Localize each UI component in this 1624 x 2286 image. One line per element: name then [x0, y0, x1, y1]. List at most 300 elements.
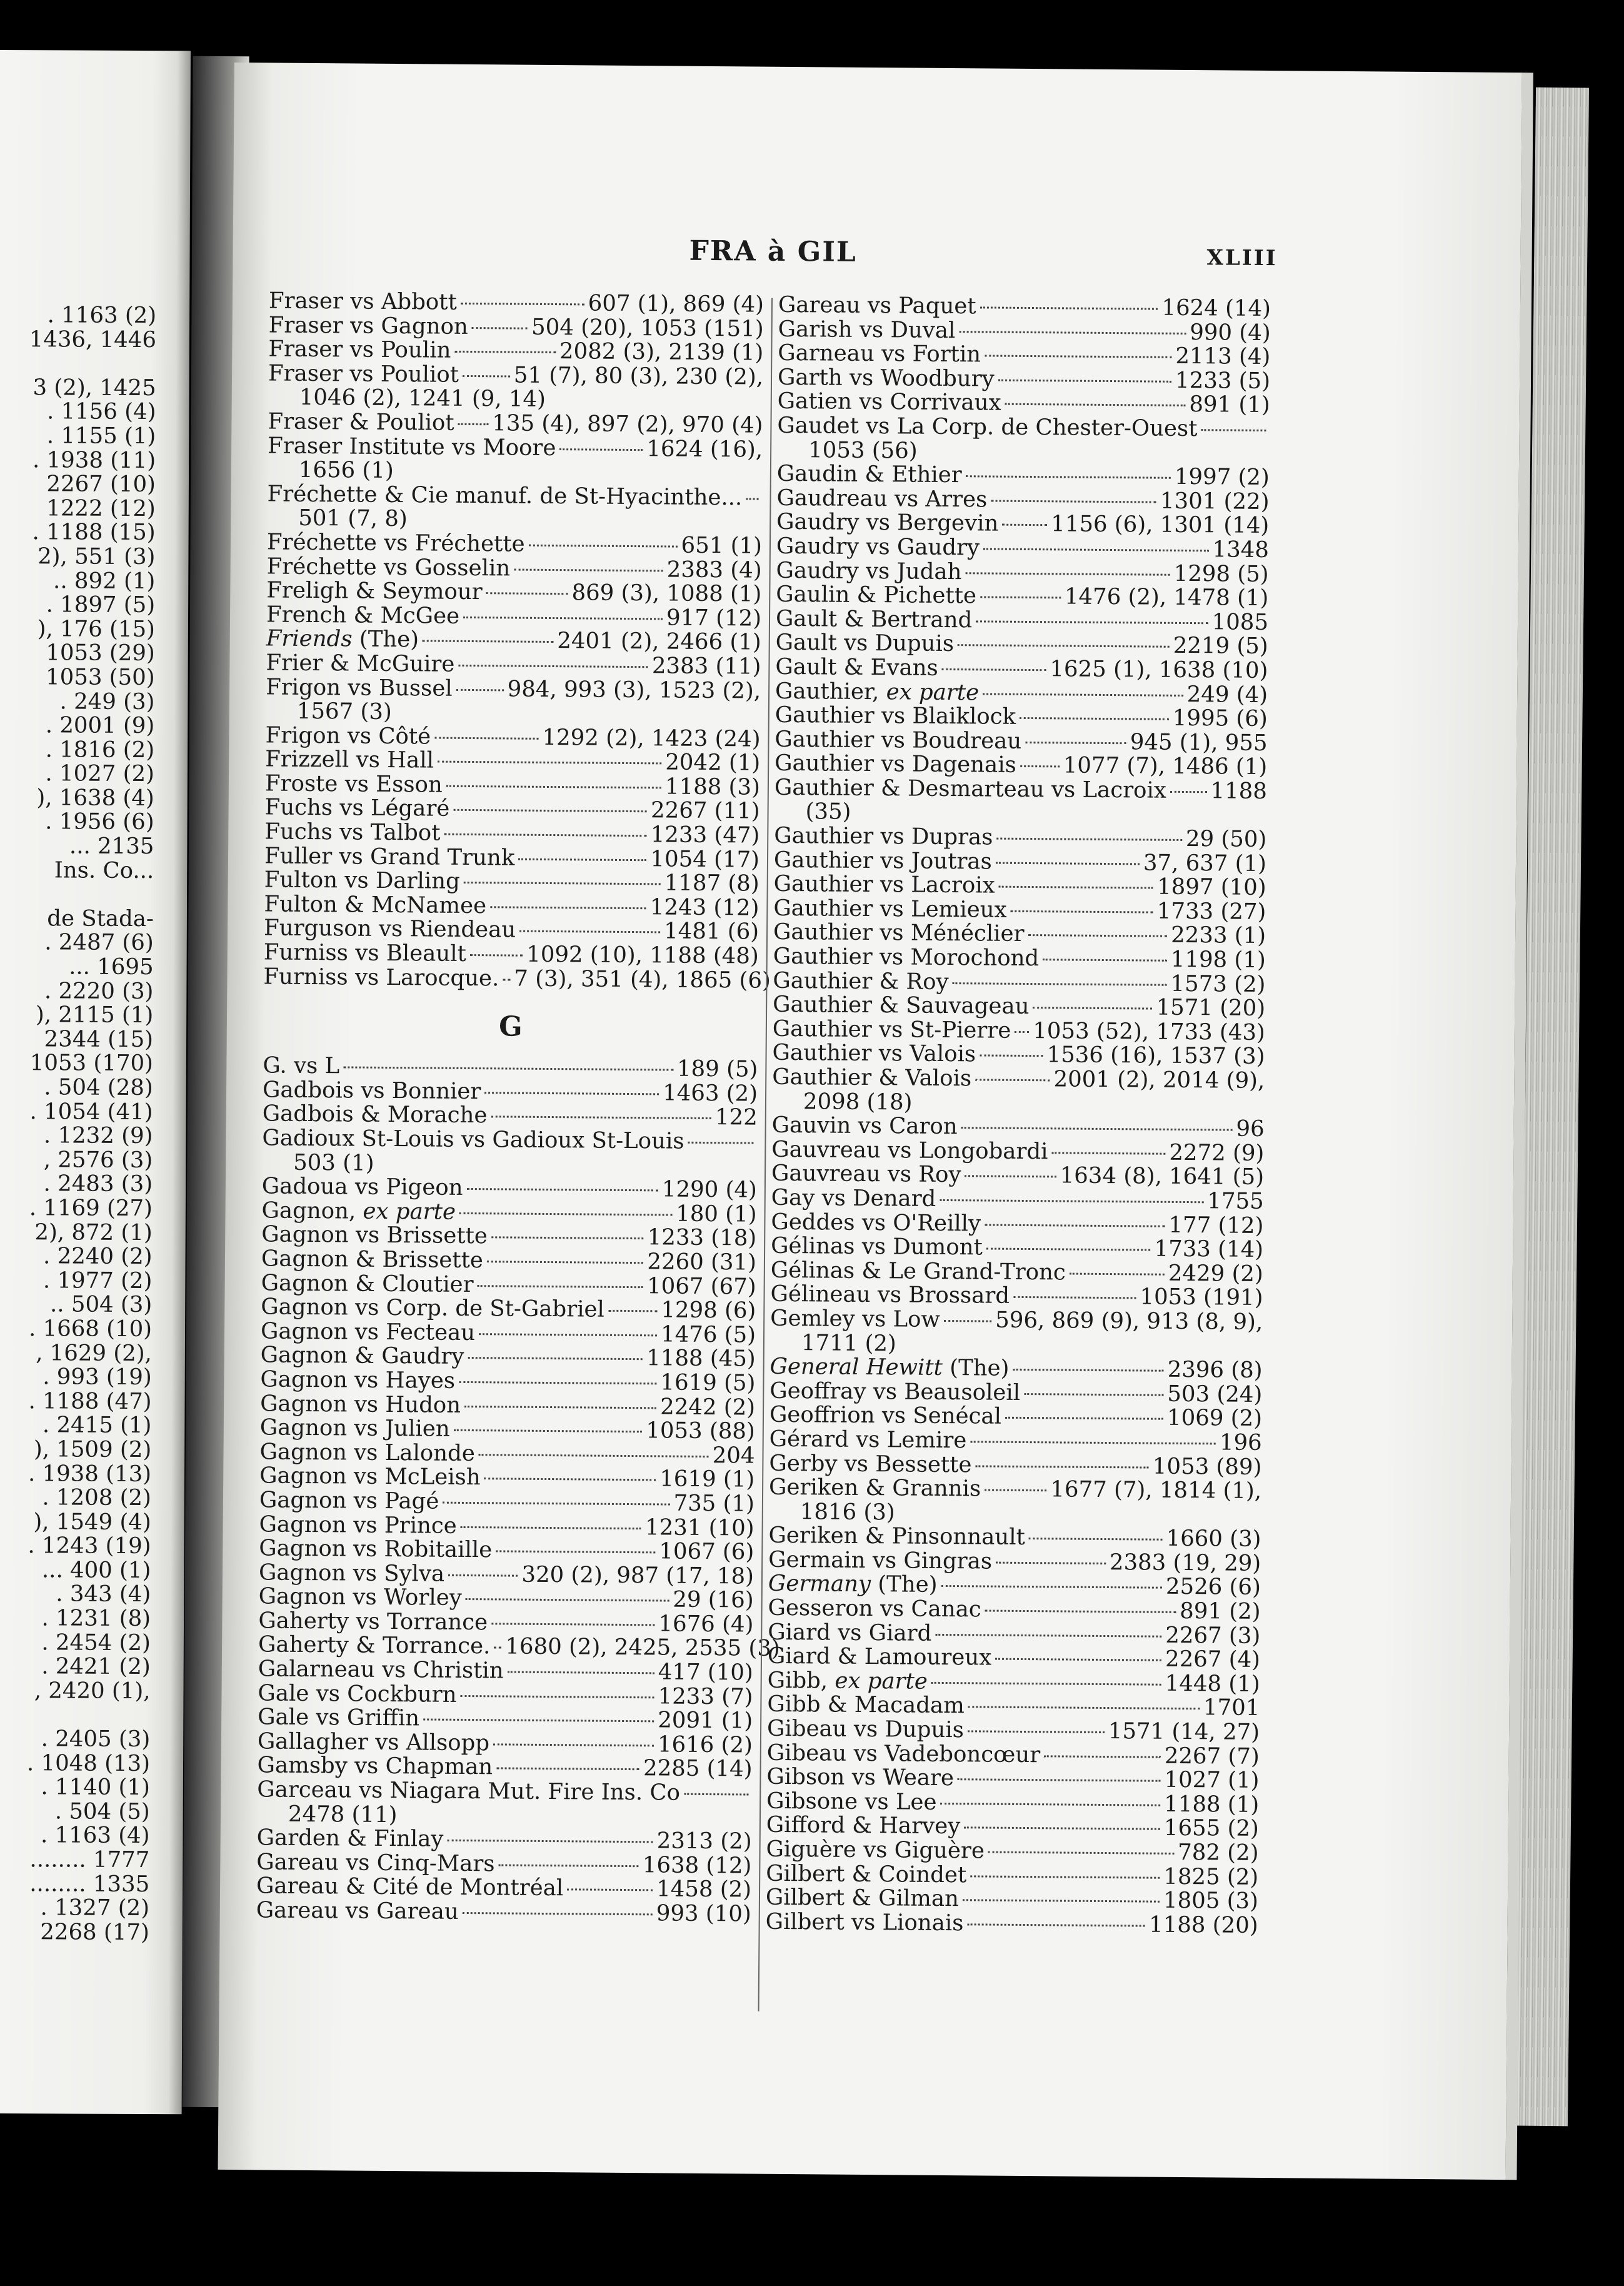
dot-leader: [468, 1357, 643, 1360]
entry-name: [263, 1054, 339, 1079]
dot-leader: [1013, 1369, 1163, 1372]
entry-line: [263, 964, 771, 994]
left-page-line: . 2483 (3): [43, 1171, 153, 1197]
entry-name-text: Gauthier & Sauvageau: [773, 992, 1030, 1020]
dot-leader: [446, 785, 661, 789]
entry-name: [256, 1850, 494, 1876]
entry-name: [268, 434, 556, 460]
entry-name: [768, 1596, 981, 1622]
dot-leader: [456, 688, 504, 691]
entry-name-text: G. vs L: [263, 1052, 340, 1079]
left-page-line: . 1977 (2): [43, 1267, 153, 1294]
entry-references: 1825 (2): [1163, 1863, 1259, 1890]
dot-leader: [996, 838, 1182, 841]
dot-leader: [975, 1079, 1050, 1081]
entry-references: 917 (12): [666, 605, 762, 632]
entry-references: 2242 (2): [660, 1393, 756, 1421]
entry-name: [776, 607, 973, 633]
entry-name-text: Gagnon vs Pagé: [259, 1487, 439, 1514]
dot-leader: [996, 1562, 1106, 1564]
entry-name-suffix: (The): [942, 1355, 1010, 1381]
entry-name-text: Geoffrion vs Senécal: [769, 1402, 1002, 1430]
entry-references: 1536 (16), 1537 (3): [1046, 1042, 1265, 1070]
entry-name-text: Gaherty vs Torrance: [258, 1608, 488, 1636]
entry-references: 122: [714, 1104, 758, 1131]
entry-references: 1292 (2), 1423 (24): [542, 724, 761, 752]
entry-name-text: Fraser Institute vs Moore: [268, 432, 556, 461]
entry-name-text: Frier & McGuire: [266, 650, 455, 677]
entry-references: 2285 (14): [643, 1755, 753, 1783]
entry-name-text: Gesseron vs Canac: [768, 1594, 981, 1623]
entry-name-text: Gibsone vs Lee: [766, 1788, 937, 1815]
dot-leader: [423, 1719, 654, 1723]
entry-name-text: Gaudry vs Bergevin: [776, 509, 999, 536]
entry-name-text: Gaulin & Pichette: [776, 581, 977, 609]
dot-leader: [940, 1199, 1203, 1203]
entry-references: 2267 (4): [1165, 1646, 1261, 1673]
entry-references: 1571 (14, 27): [1108, 1718, 1260, 1745]
left-page-line: ), 1509 (2): [33, 1436, 152, 1463]
entry-references: 2401 (2), 2466 (1): [557, 628, 761, 655]
left-page-line: . 1156 (4): [46, 398, 156, 425]
dot-leader: [965, 1176, 1056, 1178]
entry-name: [256, 1875, 563, 1901]
entry-name-text: Giard & Lamoureux: [767, 1643, 992, 1671]
entry-name-text: Fulton & McNamee: [264, 891, 487, 919]
entry-name: [772, 1065, 971, 1091]
dot-leader: [980, 597, 1061, 599]
entry-name: [771, 1259, 1066, 1285]
dot-leader: [935, 1634, 1161, 1638]
entry-name: [770, 1307, 940, 1332]
entry-references: 1067 (6): [659, 1538, 754, 1565]
entry-references: 37, 637 (1): [1143, 850, 1267, 877]
dot-leader: [1020, 717, 1169, 720]
entry-name-text: Gareau vs Cinq-Mars: [256, 1849, 495, 1877]
entries-f: [263, 288, 771, 994]
entry-name-text: Gauthier vs Valois: [772, 1040, 976, 1067]
dot-leader: [453, 809, 647, 812]
entry-name-text: Gemley vs Low: [770, 1305, 941, 1332]
dot-leader: [508, 1671, 654, 1674]
dot-leader: [958, 644, 1170, 648]
entry-references: 1616 (2): [657, 1731, 753, 1758]
entry-references: 1298 (6): [661, 1297, 756, 1324]
entry-name-text: Fuller vs Grand Trunk: [264, 843, 515, 871]
entry-references: 2267 (11): [650, 797, 760, 825]
dot-leader: [518, 858, 646, 861]
dot-leader: [493, 1743, 654, 1746]
entry-references: 1077 (7), 1486 (1): [1063, 752, 1268, 780]
index-entry: [770, 1307, 1263, 1359]
entry-references: 945 (1), 955: [1130, 728, 1268, 756]
left-page-line: 2), 872 (1): [34, 1219, 153, 1246]
entry-name-text: Gaudreau vs Arres: [776, 485, 988, 513]
entry-references: 1677 (7), 1814 (1),: [1050, 1476, 1262, 1504]
entry-name-text: Gagnon vs Julien: [259, 1414, 450, 1442]
entry-name: [777, 462, 962, 488]
dot-leader: [1070, 1272, 1165, 1275]
left-page-line: [0, 1703, 150, 1728]
entry-references: 1619 (1): [659, 1466, 755, 1493]
entry-name-text: Gibeau vs Vadeboncœur: [766, 1740, 1041, 1768]
dot-leader: [458, 665, 648, 668]
dot-leader: [688, 1142, 754, 1144]
entry-name-text: Fréchette vs Fréchette: [266, 529, 525, 557]
entry-name-text: Gauthier & Roy: [773, 967, 949, 995]
dot-leader: [1011, 910, 1153, 914]
dot-leader: [967, 1923, 1145, 1926]
dot-leader: [448, 1574, 518, 1576]
entry-name: [766, 1838, 985, 1863]
entry-continuation: 2478 (11): [288, 1801, 398, 1828]
index-entry: [268, 361, 764, 413]
entry-name-text: Gilbert & Gilman: [765, 1884, 960, 1912]
entry-name: [258, 1730, 489, 1756]
entry-references: 2091 (1): [658, 1707, 753, 1734]
entry-name: [775, 703, 1016, 730]
dot-leader: [746, 498, 758, 500]
entry-name-text: Gagnon vs Brissette: [261, 1221, 488, 1249]
entry-name: [266, 579, 483, 605]
entry-references: 1755: [1207, 1188, 1264, 1214]
entry-name-text: Gault & Evans: [775, 653, 938, 681]
dot-leader: [467, 1188, 658, 1191]
entry-references: 1463 (2): [662, 1080, 758, 1107]
entry-references: 417 (10): [658, 1659, 753, 1686]
entry-name-text: Frigon vs Bussel: [265, 673, 453, 702]
dot-leader: [472, 327, 528, 330]
left-page-line: . 1668 (10): [28, 1316, 153, 1342]
entry-name-text: Gagnon & Cloutier: [261, 1269, 474, 1297]
entry-references: 29 (16): [673, 1586, 754, 1613]
entry-references: 204: [712, 1442, 755, 1469]
entry-name-text: Gauthier & Desmarteau vs Lacroix: [774, 774, 1167, 803]
entry-references: 1624 (14): [1161, 295, 1271, 322]
entry-references: 1233 (7): [658, 1683, 753, 1710]
entry-name-text: Gaherty & Torrance.: [258, 1631, 491, 1659]
entry-references: 651 (1): [681, 532, 763, 559]
entry-references: 990 (4): [1190, 319, 1271, 346]
entry-references: 869 (3), 1088 (1): [571, 580, 762, 607]
dot-leader: [1043, 959, 1167, 962]
index-entry: [777, 414, 1270, 466]
entry-name-text: Gauthier & Valois: [772, 1064, 972, 1092]
entry-name: [776, 486, 987, 512]
entry-references: 1625 (1), 1638 (10): [1050, 656, 1268, 683]
entry-name: [259, 1561, 444, 1586]
left-page-line: . 1956 (6): [45, 808, 154, 835]
entry-name: [771, 1234, 983, 1260]
dot-leader: [454, 351, 556, 353]
dot-leader: [459, 1212, 672, 1216]
entry-references: 1188 (20): [1148, 1911, 1258, 1938]
entry-name: [773, 945, 1040, 971]
dot-leader: [491, 1623, 654, 1626]
dot-leader: [958, 1778, 1161, 1782]
left-page-line: ), 2115 (1): [35, 1002, 154, 1029]
entry-references: 2113 (4): [1175, 343, 1271, 370]
entry-name-text: Gadoua vs Pigeon: [261, 1173, 463, 1201]
left-page-line: . 1163 (4): [40, 1822, 150, 1849]
entry-name: [259, 1488, 439, 1514]
dot-leader: [514, 568, 663, 572]
entry-continuation: 1567 (3): [296, 698, 392, 725]
entry-name-italic: ex parte: [363, 1198, 456, 1225]
dot-leader: [1028, 934, 1168, 937]
entry-name-text: Gallagher vs Allsopp: [257, 1728, 490, 1756]
running-head-title: FRA à GIL: [689, 234, 858, 268]
entry-name-text: Gagnon vs Hayes: [260, 1366, 456, 1394]
entry-continuation: 1046 (2), 1241 (9, 14): [299, 385, 546, 413]
section-letter: G: [498, 1010, 523, 1043]
entry-name: [261, 1319, 475, 1345]
dot-leader: [995, 1658, 1161, 1661]
entry-name-text: Gélinas vs Dumont: [771, 1232, 983, 1261]
entry-references: 2272 (9): [1169, 1139, 1265, 1166]
entry-name-text: Fraser vs Gagnon: [268, 312, 469, 340]
left-page-line: Ins. Co...: [54, 857, 154, 884]
entry-name-text: Gerby vs Bessette: [769, 1450, 972, 1478]
entry-name-suffix: (The): [352, 626, 419, 653]
entry-references: 1233 (18): [647, 1224, 757, 1251]
index-entry: [772, 1065, 1265, 1117]
dot-leader: [487, 1261, 644, 1264]
entry-references: 2260 (31): [647, 1249, 757, 1276]
entry-name-text: Geriken & Grannis: [768, 1474, 981, 1502]
dot-leader: [454, 1429, 643, 1433]
entry-name: [258, 1706, 419, 1731]
entry-name-text: Germain vs Gingras: [768, 1546, 993, 1574]
left-page-line: ... 2135: [69, 833, 154, 860]
entry-name: [773, 897, 1006, 923]
entry-name: [264, 940, 466, 966]
left-page-line: 2), 551 (3): [38, 543, 156, 570]
entry-name-text: French & McGee: [266, 602, 460, 629]
entry-name: [773, 993, 1030, 1019]
entry-name: [260, 1392, 461, 1417]
entry-name-text: Gibb & Macadam: [767, 1691, 965, 1719]
dot-leader: [567, 1889, 653, 1891]
entry-references: 782 (2): [1178, 1839, 1259, 1866]
entry-name-text: Gilbert & Coindet: [766, 1860, 967, 1888]
entry-references: 2082 (3), 2139 (1): [559, 338, 764, 366]
entry-references: 189 (5): [676, 1055, 758, 1082]
entry-name: [766, 1765, 954, 1791]
left-page-line: de Stada-: [47, 905, 154, 932]
entry-name: [768, 1620, 931, 1646]
entry-references: 1897 (10): [1157, 874, 1266, 901]
entry-name: [260, 1416, 450, 1442]
entry-references: 1680 (2), 2425, 2535 (3): [505, 1633, 780, 1662]
entry-name-text: Garth vs Woodbury: [777, 364, 995, 392]
entry-name: [269, 313, 468, 339]
entry-references: 29 (50): [1185, 826, 1267, 853]
dot-leader: [519, 930, 660, 934]
dot-leader: [1005, 403, 1186, 406]
entry-name-text: Fuchs vs Talbot: [264, 818, 441, 846]
entry-references: 320 (2), 987 (17, 18): [521, 1561, 754, 1589]
left-page-line: . 1169 (27): [29, 1195, 153, 1222]
left-page-line: . 1231 (8): [41, 1605, 151, 1632]
dot-leader: [458, 423, 489, 425]
left-page-line: . 2405 (3): [41, 1726, 151, 1753]
entry-name: [264, 869, 460, 894]
entry-name: [264, 892, 486, 918]
entry-references: 1053 (89): [1152, 1453, 1262, 1480]
entry-line: [766, 1910, 1258, 1938]
dot-leader: [496, 1768, 639, 1771]
entry-name-text: Furguson vs Riendeau: [263, 915, 516, 944]
entry-name-text: Gay vs Denard: [771, 1184, 936, 1212]
dot-leader: [961, 1127, 1233, 1130]
entry-name: [776, 535, 980, 560]
dot-leader: [423, 640, 553, 643]
dot-leader: [491, 1237, 644, 1240]
entry-name: [772, 1114, 958, 1139]
dot-leader: [438, 761, 661, 765]
dot-leader: [499, 1864, 639, 1867]
dot-leader: [478, 1285, 644, 1288]
entry-name-italic: Germany: [768, 1571, 871, 1598]
entry-name: [769, 1476, 981, 1501]
dot-leader: [983, 693, 1183, 697]
entries-g: [256, 1052, 780, 1927]
dot-leader: [463, 1912, 653, 1915]
index-entry: [774, 776, 1267, 828]
entry-name-text: Giard vs Giard: [768, 1619, 932, 1646]
dot-leader: [461, 1526, 641, 1529]
entry-references: 2313 (2): [656, 1828, 752, 1855]
entry-name: [258, 1609, 488, 1634]
entry-continuation: 2098 (18): [803, 1088, 913, 1115]
entry-name: [766, 1861, 966, 1887]
dot-leader: [444, 833, 646, 837]
entry-references: 984, 993 (3), 1523 (2),: [507, 675, 761, 704]
entry-references: 1027 (1): [1164, 1766, 1260, 1794]
entry-name: [776, 583, 976, 608]
entry-references: 1067 (67): [646, 1272, 756, 1300]
entry-name-text: Gauvin vs Caron: [771, 1112, 958, 1140]
dot-leader: [953, 982, 1167, 986]
entry-name-text: Gadbois & Morache: [262, 1100, 488, 1129]
left-page-line: . 1327 (2): [40, 1895, 150, 1921]
dot-leader: [965, 572, 1170, 576]
entry-name-italic: ex parte: [886, 678, 980, 705]
entry-name-text: Furniss vs Bleault: [263, 939, 467, 967]
entry-references: 2396 (8): [1167, 1356, 1263, 1384]
entry-name-text: Gélineau vs Brossard: [770, 1281, 1010, 1309]
entry-name: [766, 1910, 964, 1936]
entry-name-text: Gagnon,: [261, 1197, 363, 1224]
entry-name: [267, 555, 511, 581]
left-page-line: . 1897 (5): [46, 592, 156, 618]
left-page-line: . 993 (19): [43, 1364, 152, 1391]
entry-name-text: Garden & Finlay: [256, 1825, 444, 1852]
entry-name-text: Gauthier vs Ménéclier: [773, 919, 1025, 947]
entry-name-text: Gibb,: [767, 1667, 835, 1694]
entry-name: [258, 1633, 491, 1659]
dot-leader: [1025, 742, 1126, 744]
entry-name: [774, 872, 995, 898]
entry-name-text: Garish vs Duval: [778, 316, 956, 343]
left-page-line: . 1048 (13): [26, 1750, 151, 1776]
entry-name: [257, 1826, 444, 1852]
entry-name-text: Fréchette & Cie manuf. de St-Hyacinthe...: [267, 481, 743, 511]
left-page-line: . 1188 (47): [28, 1387, 152, 1414]
left-page-line: . 1163 (2): [47, 302, 157, 329]
entry-references: 1660 (3): [1166, 1526, 1261, 1553]
running-head: [233, 231, 1520, 279]
entry-continuation: 1816 (3): [799, 1498, 895, 1526]
entry-name-text: Gauthier,: [774, 678, 886, 705]
entry-name: [776, 558, 961, 584]
entry-references: 1243 (12): [649, 894, 759, 921]
left-page-line: . 1027 (2): [45, 760, 155, 787]
left-page-line: 2344 (15): [44, 1026, 154, 1052]
left-page-line: . 2415 (1): [42, 1412, 152, 1439]
entry-references: 51 (7), 80 (3), 230 (2),: [513, 362, 764, 390]
entry-name-italic: ex parte: [835, 1668, 928, 1694]
entry-name-text: Garceau vs Niagara Mut. Fire Ins. Co: [257, 1776, 681, 1806]
left-page-line: 3 (2), 1425: [33, 375, 156, 401]
dot-leader: [963, 1899, 1160, 1902]
entry-references: 2526 (6): [1165, 1574, 1261, 1601]
dot-leader: [503, 979, 510, 980]
dot-leader: [975, 1465, 1148, 1468]
left-page-line: . 2240 (2): [43, 1243, 153, 1270]
entry-references: 2383 (4): [666, 556, 762, 583]
entry-name-text: Gérard vs Lemire: [769, 1426, 967, 1454]
entry-name-text: Fraser vs Poulin: [268, 336, 451, 363]
dot-leader: [1005, 1417, 1163, 1420]
left-page-line: . 504 (5): [54, 1798, 150, 1825]
dot-leader: [447, 1840, 653, 1843]
entry-references: 180 (1): [676, 1201, 757, 1227]
entry-references: 1481 (6): [664, 918, 759, 945]
entry-name-text: Gale vs Griffin: [258, 1704, 420, 1731]
entry-name: [778, 317, 956, 343]
entry-name: [261, 1271, 474, 1297]
entry-references: 1733 (27): [1156, 898, 1266, 925]
dot-leader: [463, 617, 663, 620]
entry-name: [263, 965, 499, 991]
left-page-line: ), 1638 (4): [36, 785, 154, 811]
index-entry: [263, 964, 771, 994]
index-page: [218, 63, 1533, 2180]
entry-name-text: Gamsby vs Chapman: [257, 1752, 493, 1780]
dot-leader: [496, 1550, 655, 1553]
entry-references: 1092 (10), 1188 (48): [526, 941, 759, 969]
dot-leader: [1015, 1031, 1029, 1033]
entry-name: [770, 1282, 1010, 1309]
entry-references: 1156 (6), 1301 (14): [1051, 511, 1270, 539]
dot-leader: [996, 862, 1140, 865]
entry-name-text: Giguère vs Giguère: [766, 1836, 985, 1864]
entry-name: [767, 1693, 965, 1718]
left-page-line: , 1629 (2),: [36, 1339, 152, 1366]
dot-leader: [942, 668, 1046, 671]
dot-leader: [1201, 429, 1266, 431]
entry-references: 1053 (191): [1140, 1284, 1263, 1311]
entry-name: [769, 1355, 1009, 1381]
entry-name: [778, 341, 981, 367]
entry-name: [775, 655, 938, 681]
entry-name: [771, 1210, 981, 1236]
left-page-line: ), 176 (15): [37, 615, 156, 642]
left-page-line: . 1243 (19): [28, 1533, 151, 1559]
entry-name-text: Gilbert vs Lionais: [765, 1908, 964, 1936]
